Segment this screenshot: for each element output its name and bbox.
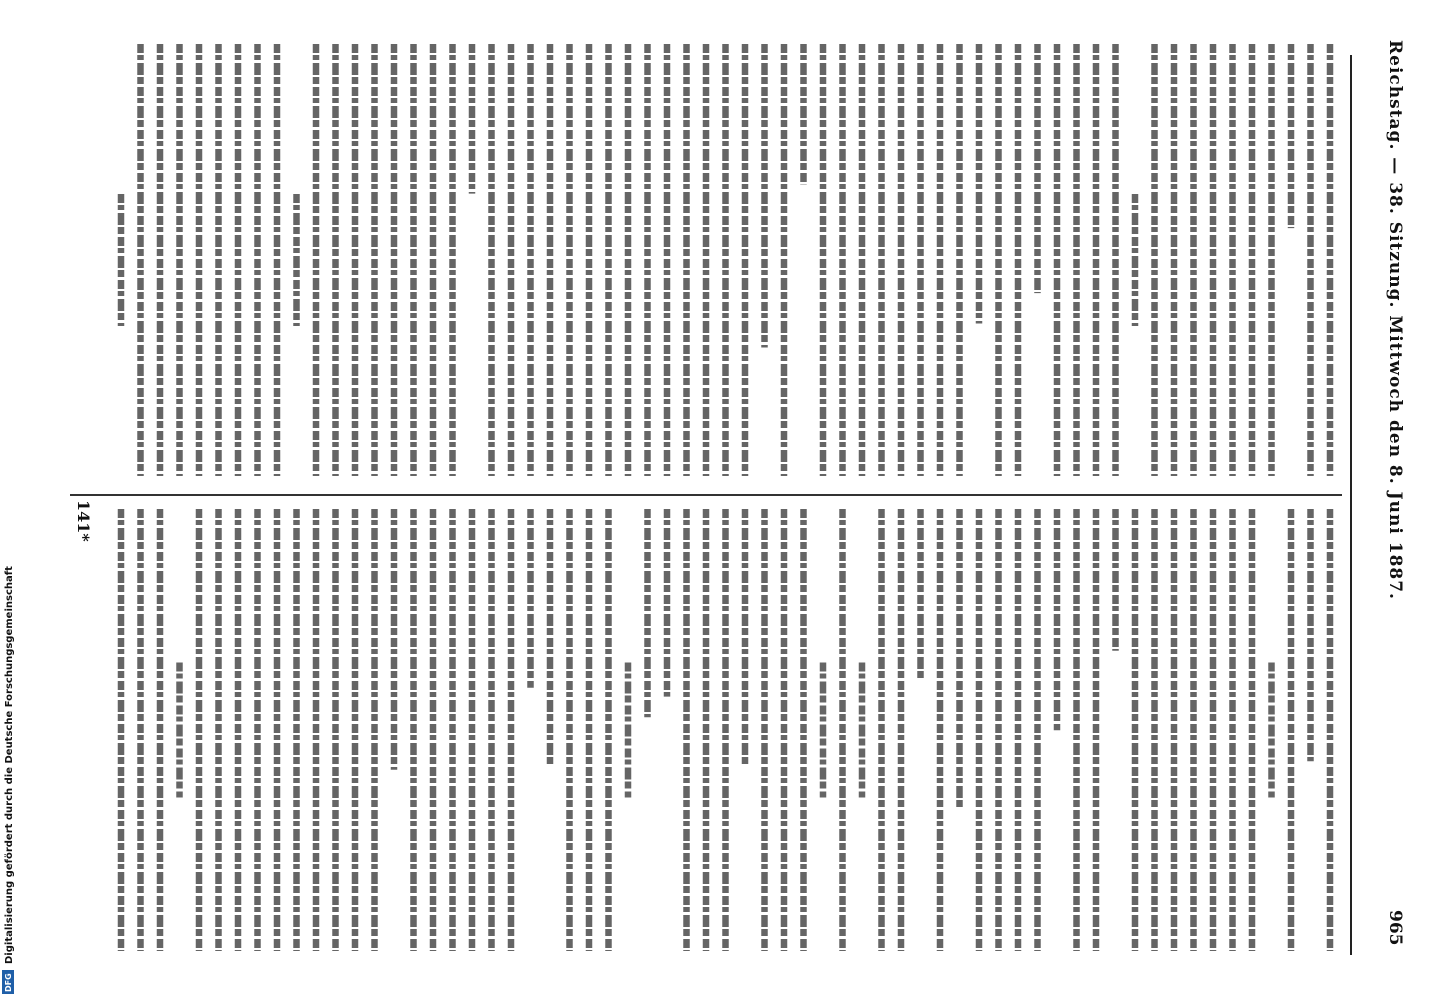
- column-text-lines: [100, 40, 1340, 480]
- running-head-text: Reichstag. — 38. Sitzung. Mittwoch den 8. Juni 1887.: [1385, 40, 1405, 600]
- text-column-left: [100, 40, 1340, 480]
- digitization-credit: [1, 4, 15, 996]
- page-number-top: 965: [1385, 910, 1405, 946]
- edge-credit-text: Digitalisierung gefördert durch die Deutsche Forschungsgemeinschaft: [4, 566, 15, 964]
- column-divider: [70, 494, 1342, 496]
- header-rule: [1350, 55, 1352, 955]
- page-number-bottom: [62, 500, 93, 580]
- running-head: [1366, 40, 1405, 960]
- column-text-lines: [100, 505, 1340, 955]
- dfg-logo-text: DFG: [4, 973, 13, 992]
- text-column-right: [100, 505, 1340, 955]
- page-number-bottom-text: 141*: [74, 500, 93, 542]
